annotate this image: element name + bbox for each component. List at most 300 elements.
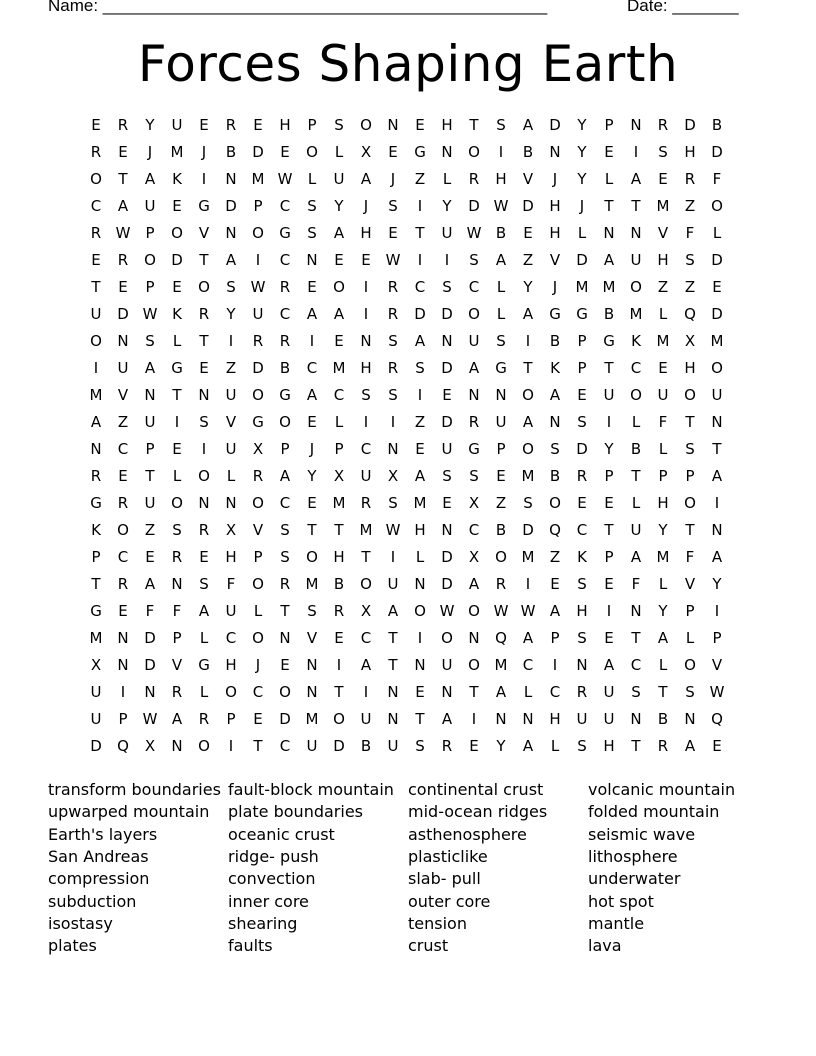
grid-letter: O [171,494,183,512]
grid-letter: W [142,710,158,728]
grid-letter: E [658,170,668,188]
grid-letter: S [280,521,290,539]
grid-letter: A [522,116,534,134]
grid-letter: S [415,737,425,755]
grid-letter: X [333,467,345,485]
grid-letter: A [279,467,291,485]
grid-letter: S [577,737,587,755]
grid-letter: C [522,656,534,674]
grid-letter: T [712,440,722,458]
grid-letter: E [577,494,587,512]
grid-letter: R [198,305,210,323]
grid-letter: T [604,521,614,539]
grid-letter: E [118,143,128,161]
grid-letter: I [417,251,423,269]
grid-letter: D [414,305,426,323]
grid-letter: B [495,224,507,242]
grid-letter: U [441,440,453,458]
grid-letter: S [496,332,506,350]
grid-letter: N [225,494,237,512]
word-list-item: outer core [408,891,491,911]
grid-letter: E [415,683,425,701]
grid-letter: T [361,548,371,566]
grid-letter: D [441,548,453,566]
grid-letter: Z [684,197,696,215]
grid-letter: T [172,386,182,404]
grid-letter: P [145,224,155,242]
grid-letter: I [714,494,720,512]
grid-letter: R [90,224,102,242]
grid-letter: W [520,602,536,620]
grid-letter: N [495,710,507,728]
grid-letter: O [360,116,372,134]
grid-letter: E [172,197,182,215]
grid-letter: T [388,629,398,647]
grid-letter: Y [577,116,587,134]
grid-letter: L [253,602,263,620]
grid-letter: L [631,413,641,431]
grid-letter: V [684,575,696,593]
grid-letter: T [685,521,695,539]
word-list-item: oceanic crust [228,824,335,844]
grid-letter: U [387,575,399,593]
grid-letter: Z [117,413,129,431]
grid-letter: S [307,602,317,620]
grid-letter: O [252,386,264,404]
grid-letter: A [333,305,345,323]
grid-letter: I [228,737,234,755]
grid-letter: N [198,386,210,404]
grid-letter: E [280,656,290,674]
grid-letter: H [279,116,291,134]
word-list-item: ridge- push [228,846,319,866]
grid-letter: Z [684,278,696,296]
grid-letter: Z [225,359,237,377]
grid-letter: E [442,494,452,512]
word-list-item: continental crust [408,780,544,799]
grid-letter: E [577,386,587,404]
grid-letter: R [684,170,696,188]
grid-letter: R [360,494,372,512]
grid-letter: H [414,521,426,539]
grid-letter: L [631,494,641,512]
grid-letter: S [685,683,695,701]
grid-letter: F [658,413,668,431]
grid-letter: D [711,305,723,323]
grid-letter: I [417,197,423,215]
grid-letter: D [711,251,723,269]
grid-letter: U [603,710,615,728]
grid-letter: I [714,602,720,620]
grid-letter: V [198,224,210,242]
grid-letter: H [576,602,588,620]
word-list [48,779,768,959]
word-list-item: isostasy [48,913,113,933]
word-list-item: seismic wave [588,824,696,844]
grid-letter: D [441,575,453,593]
word-list-item: volcanic mountain [588,780,736,799]
grid-letter: D [144,656,156,674]
grid-letter: W [385,251,401,269]
grid-letter: E [199,548,209,566]
grid-letter: I [363,305,369,323]
grid-letter: E [388,224,398,242]
grid-letter: C [279,197,291,215]
grid-letter: I [390,413,396,431]
grid-letter: I [228,332,234,350]
grid-letter: D [144,629,156,647]
grid-letter: C [117,440,129,458]
grid-letter: A [657,629,669,647]
grid-letter: E [91,251,101,269]
grid-letter: Q [711,710,723,728]
grid-letter: O [684,494,696,512]
grid-letter: P [118,710,128,728]
grid-letter: G [468,440,480,458]
grid-letter: X [144,737,156,755]
grid-letter: L [334,143,344,161]
grid-letter: H [225,656,237,674]
grid-letter: P [577,332,587,350]
grid-letter: O [252,494,264,512]
grid-letter: H [360,359,372,377]
grid-letter: U [117,359,129,377]
grid-letter: M [359,521,373,539]
grid-letter: T [631,629,641,647]
grid-letter: H [549,224,561,242]
grid-letter: D [549,116,561,134]
grid-letter: R [495,575,507,593]
grid-letter: H [684,143,696,161]
grid-letter: N [495,386,507,404]
grid-letter: N [711,413,723,431]
grid-letter: S [469,467,479,485]
word-list-item: compression [48,869,150,889]
grid-letter: D [252,359,264,377]
grid-letter: A [360,170,372,188]
grid-letter: R [387,359,399,377]
word-list-item: folded mountain [588,802,720,822]
grid-letter: G [198,197,210,215]
grid-letter: I [417,386,423,404]
grid-letter: V [225,413,237,431]
grid-letter: D [252,143,264,161]
grid-letter: O [198,467,210,485]
grid-letter: Y [658,521,668,539]
grid-letter: H [441,116,453,134]
grid-letter: U [603,386,615,404]
grid-letter: R [333,602,345,620]
grid-letter: D [468,197,480,215]
grid-letter: W [439,602,455,620]
letter-grid [84,112,732,760]
grid-letter: N [387,710,399,728]
grid-letter: D [441,413,453,431]
grid-letter: E [172,440,182,458]
grid-letter: I [201,170,207,188]
grid-letter: O [90,332,102,350]
grid-letter: L [658,305,668,323]
grid-letter: A [711,467,723,485]
grid-letter: P [226,710,236,728]
grid-letter: A [360,656,372,674]
grid-letter: J [552,170,558,188]
grid-letter: H [225,548,237,566]
word-list-item: plasticlike [408,846,488,866]
grid-letter: S [226,278,236,296]
grid-letter: U [333,170,345,188]
grid-letter: W [493,602,509,620]
grid-letter: U [603,683,615,701]
grid-letter: O [468,656,480,674]
grid-letter: P [334,440,344,458]
grid-letter: C [117,548,129,566]
grid-letter: J [579,197,585,215]
grid-letter: N [90,440,102,458]
grid-letter: T [631,737,641,755]
grid-letter: N [549,413,561,431]
grid-letter: U [441,224,453,242]
grid-letter: M [710,332,724,350]
grid-letter: A [387,602,399,620]
grid-letter: O [684,386,696,404]
grid-letter: J [363,197,369,215]
grid-letter: R [279,332,291,350]
grid-letter: R [387,278,399,296]
grid-letter: Y [523,278,533,296]
grid-letter: T [280,602,290,620]
grid-letter: A [468,359,480,377]
grid-letter: P [496,440,506,458]
grid-letter: I [633,143,639,161]
grid-letter: N [117,629,129,647]
grid-letter: V [711,656,723,674]
grid-letter: R [576,683,588,701]
grid-letter: N [414,575,426,593]
grid-letter: M [575,278,589,296]
grid-letter: S [388,386,398,404]
grid-letter: U [225,602,237,620]
grid-letter: U [711,386,723,404]
grid-letter: S [442,278,452,296]
grid-letter: S [415,359,425,377]
grid-letter: H [333,548,345,566]
grid-letter: C [414,278,426,296]
grid-letter: E [253,710,263,728]
grid-letter: I [309,332,315,350]
grid-letter: E [604,494,614,512]
grid-letter: Q [117,737,129,755]
grid-letter: W [115,224,131,242]
grid-letter: U [90,710,102,728]
grid-letter: V [252,521,264,539]
grid-letter: N [306,656,318,674]
grid-letter: V [549,251,561,269]
grid-letter: S [334,116,344,134]
grid-letter: A [414,332,426,350]
grid-letter: B [630,440,642,458]
grid-letter: C [90,197,102,215]
grid-letter: O [522,440,534,458]
grid-letter: P [145,440,155,458]
grid-letter: J [552,278,558,296]
word-list-item: faults [228,936,273,956]
grid-letter: Y [712,575,722,593]
grid-letter: B [522,143,534,161]
grid-letter: O [630,278,642,296]
grid-letter: S [307,197,317,215]
grid-letter: P [253,548,263,566]
grid-letter: S [658,143,668,161]
grid-letter: A [495,683,507,701]
grid-letter: L [550,737,560,755]
word-list-item: plates [48,936,97,956]
grid-letter: A [225,251,237,269]
grid-letter: E [442,386,452,404]
grid-letter: O [333,710,345,728]
grid-letter: M [656,197,670,215]
grid-letter: J [309,440,315,458]
word-list-item: asthenosphere [408,824,527,844]
grid-letter: T [199,251,209,269]
grid-letter: S [442,467,452,485]
grid-letter: U [225,440,237,458]
grid-letter: N [117,656,129,674]
grid-letter: P [577,359,587,377]
grid-letter: X [684,332,696,350]
grid-letter: L [496,305,506,323]
grid-letter: R [252,467,264,485]
grid-letter: N [225,170,237,188]
grid-letter: L [496,278,506,296]
grid-letter: J [390,170,396,188]
grid-letter: O [414,602,426,620]
grid-letter: V [657,224,669,242]
grid-letter: P [604,116,614,134]
grid-letter: O [468,143,480,161]
grid-letter: L [172,332,182,350]
grid-letter: T [415,710,425,728]
grid-letter: S [280,548,290,566]
grid-letter: N [171,737,183,755]
grid-letter: H [657,251,669,269]
grid-letter: E [604,575,614,593]
grid-letter: M [602,278,616,296]
grid-letter: J [255,656,261,674]
grid-letter: G [549,305,561,323]
grid-letter: O [117,521,129,539]
word-list-item: lithosphere [588,846,678,866]
grid-letter: R [117,494,129,512]
grid-letter: D [333,737,345,755]
word-list-item: Earth's layers [48,824,158,844]
grid-letter: M [89,386,103,404]
grid-letter: P [91,548,101,566]
grid-letter: A [684,737,696,755]
grid-letter: N [711,521,723,539]
grid-letter: D [225,197,237,215]
grid-letter: W [709,683,725,701]
grid-letter: I [336,656,342,674]
grid-letter: E [199,359,209,377]
grid-letter: O [279,683,291,701]
grid-letter: C [279,494,291,512]
grid-letter: D [522,197,534,215]
grid-letter: U [90,683,102,701]
grid-letter: O [549,494,561,512]
grid-letter: N [387,116,399,134]
grid-letter: F [226,575,236,593]
grid-letter: A [198,602,210,620]
grid-letter: R [657,116,669,134]
grid-letter: P [307,116,317,134]
grid-letter: N [441,332,453,350]
grid-letter: L [658,440,668,458]
grid-letter: O [684,656,696,674]
grid-letter: Y [604,440,614,458]
grid-letter: C [549,683,561,701]
grid-letter: C [279,737,291,755]
grid-letter: A [144,359,156,377]
grid-letter: G [171,359,183,377]
grid-letter: I [174,413,180,431]
grid-letter: E [280,143,290,161]
grid-letter: A [711,548,723,566]
grid-letter: I [552,656,558,674]
grid-letter: P [550,629,560,647]
grid-letter: E [712,737,722,755]
grid-letter: P [685,467,695,485]
grid-letter: I [120,683,126,701]
grid-letter: E [334,629,344,647]
grid-letter: B [549,467,561,485]
grid-letter: L [415,548,425,566]
grid-letter: R [198,710,210,728]
grid-letter: A [90,413,102,431]
grid-letter: N [198,494,210,512]
grid-letter: B [549,332,561,350]
grid-letter: E [415,116,425,134]
grid-letter: E [118,602,128,620]
grid-letter: L [604,170,614,188]
word-list-item: subduction [48,891,137,911]
grid-letter: P [685,602,695,620]
grid-letter: C [468,278,480,296]
grid-letter: E [172,278,182,296]
grid-letter: N [549,143,561,161]
grid-letter: E [253,116,263,134]
grid-letter: O [198,737,210,755]
grid-letter: I [606,602,612,620]
grid-letter: S [523,494,533,512]
grid-letter: T [199,332,209,350]
grid-letter: W [250,278,266,296]
grid-letter: W [385,521,401,539]
grid-letter: C [468,521,480,539]
grid-letter: O [360,575,372,593]
grid-letter: N [306,251,318,269]
word-list-item: lava [588,936,622,956]
grid-letter: P [172,629,182,647]
grid-letter: T [469,683,479,701]
grid-letter: M [251,170,265,188]
grid-letter: M [629,305,643,323]
grid-letter: I [525,575,531,593]
grid-letter: B [279,359,291,377]
grid-letter: R [387,305,399,323]
grid-letter: O [252,629,264,647]
grid-letter: M [89,629,103,647]
